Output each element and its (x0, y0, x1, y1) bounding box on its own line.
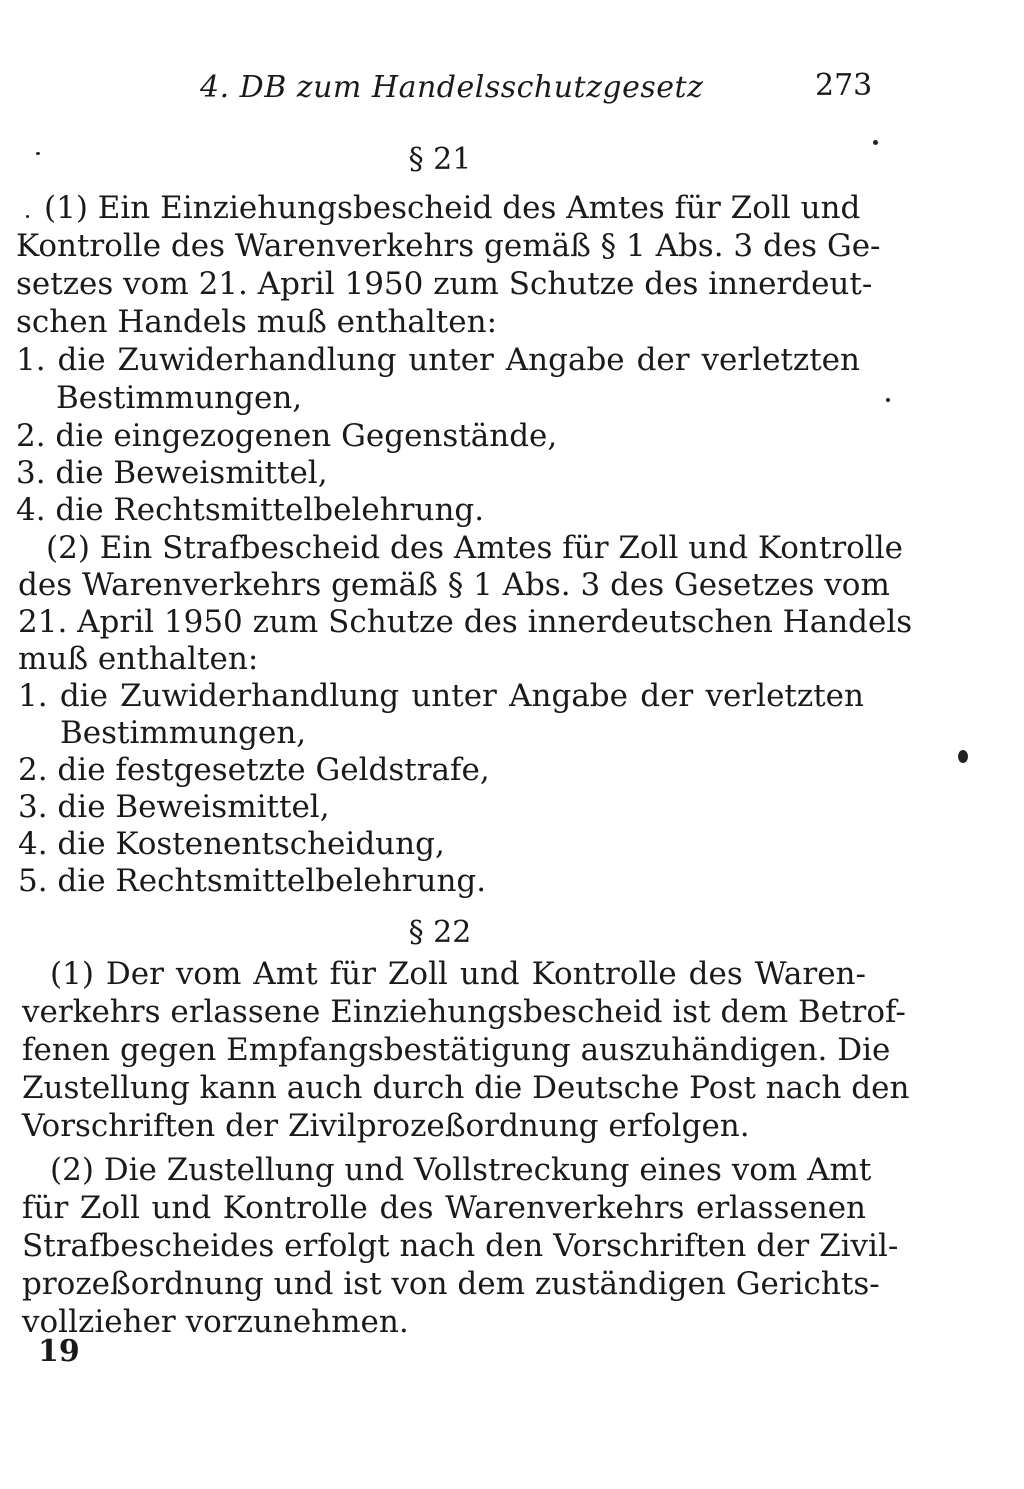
paragraph-line: fenen gegen Empfangsbestätigung auszuhändigen. Die (22, 1032, 891, 1068)
scan-speck (36, 152, 40, 155)
scan-speck (958, 750, 968, 763)
scan-speck (886, 398, 890, 402)
paragraph-line: prozeßordnung und ist von dem zuständigen Gerichts- (22, 1266, 880, 1302)
list-item-line: 3. die Beweismittel, (16, 455, 328, 491)
list-item-line: 1. die Zuwiderhandlung unter Angabe der verletzten (16, 342, 860, 378)
paragraph-line: vollzieher vorzunehmen. (22, 1304, 409, 1340)
paragraph-line: verkehrs erlassene Einziehungsbescheid ist dem Betrof- (22, 994, 906, 1030)
page-number: 273 (815, 68, 873, 103)
paragraph-line: Zustellung kann auch durch die Deutsche Post nach den (22, 1070, 910, 1106)
scan-speck (873, 140, 878, 145)
paragraph-line: muß enthalten: (18, 641, 259, 677)
section-heading-21: § 21 (408, 142, 472, 177)
list-item-line: 2. die eingezogenen Gegenstände, (16, 418, 558, 454)
list-item-line: 2. die festgesetzte Geldstrafe, (18, 752, 490, 788)
running-header-title: 4. DB zum Handelsschutzgesetz (200, 70, 704, 105)
paragraph-line: 21. April 1950 zum Schutze des innerdeutschen Handels (18, 604, 913, 640)
list-item-line: 3. die Beweismittel, (18, 789, 330, 825)
paragraph-line: (2) Die Zustellung und Vollstreckung eines vom Amt (50, 1152, 872, 1188)
list-item-line: Bestimmungen, (60, 715, 307, 751)
list-item-line: 4. die Rechtsmittelbelehrung. (16, 492, 485, 528)
paragraph-line: (1) Der vom Amt für Zoll und Kontrolle des Waren- (50, 956, 866, 992)
section-heading-22: § 22 (408, 915, 472, 950)
paragraph-line: schen Handels muß enthalten: (16, 304, 498, 340)
paragraph-line: setzes vom 21. April 1950 zum Schutze des innerdeut- (16, 266, 873, 302)
list-item-line: 1. die Zuwiderhandlung unter Angabe der verletzten (18, 678, 864, 714)
paragraph-line: für Zoll und Kontrolle des Warenverkehrs erlassenen (22, 1190, 866, 1226)
scan-speck (26, 215, 29, 218)
signature-mark: 19 (38, 1334, 80, 1369)
paragraph-line: des Warenverkehrs gemäß § 1 Abs. 3 des Gesetzes vom (18, 567, 890, 603)
paragraph-line: (1) Ein Einziehungsbescheid des Amtes für Zoll und (44, 190, 861, 226)
paragraph-line: Strafbescheides erfolgt nach den Vorschriften der Zivil- (22, 1228, 899, 1264)
paragraph-line: Kontrolle des Warenverkehrs gemäß § 1 Abs. 3 des Ge- (16, 228, 881, 264)
list-item-line: Bestimmungen, (56, 380, 303, 416)
list-item-line: 5. die Rechtsmittelbelehrung. (18, 863, 487, 899)
list-item-line: 4. die Kostenentscheidung, (18, 826, 445, 862)
paragraph-line: Vorschriften der Zivilprozeßordnung erfolgen. (22, 1108, 750, 1144)
paragraph-line: (2) Ein Strafbescheid des Amtes für Zoll und Kontrolle (46, 530, 903, 566)
